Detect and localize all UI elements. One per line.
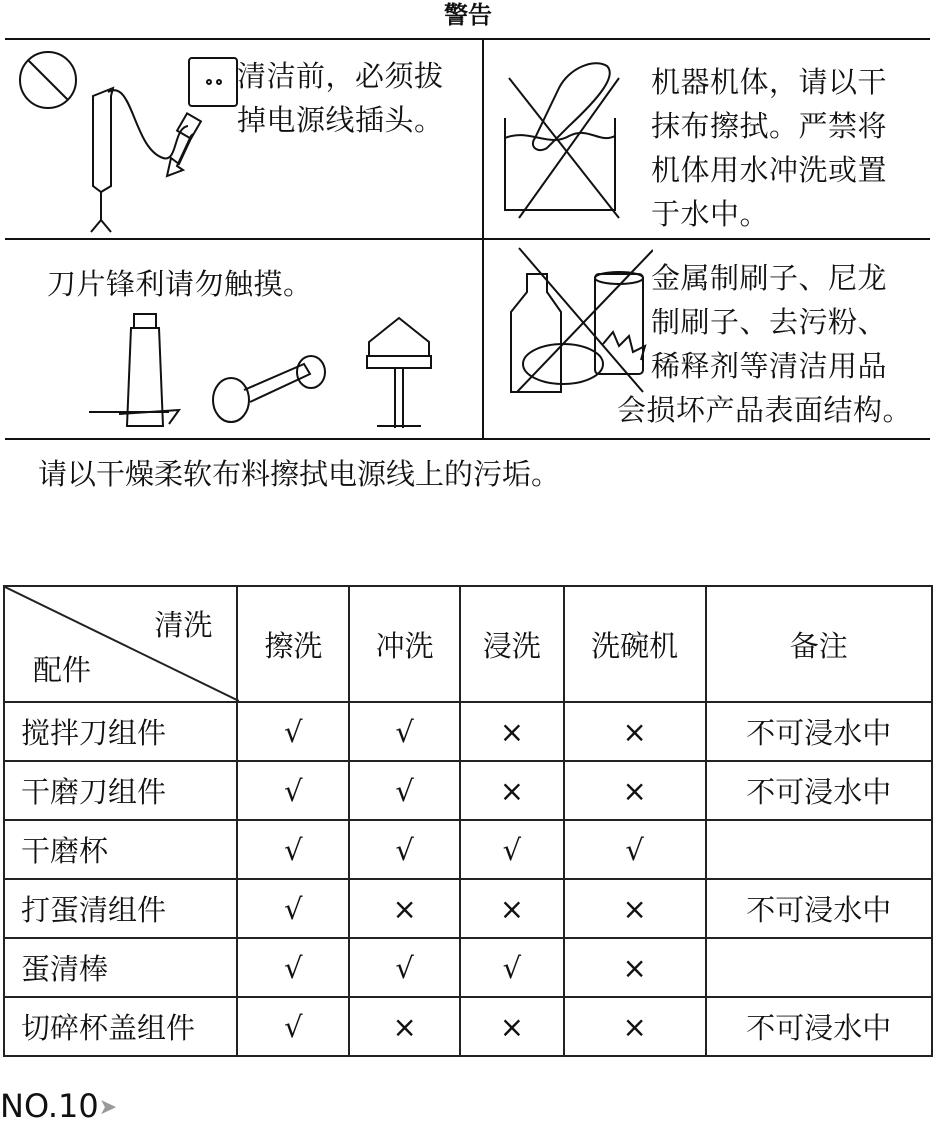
part-name-cell: 切碎杯盖组件: [4, 997, 237, 1056]
mark-cell: √: [460, 938, 564, 997]
warning-no-water-line4: 于水中。: [651, 197, 770, 231]
unplug-illustration: [13, 48, 243, 238]
warning-no-water-line1: 机器机体，请以干: [651, 65, 888, 99]
remark-cell: 不可浸水中: [706, 997, 933, 1056]
header-cell: 备注: [706, 586, 933, 702]
table-row: [4, 938, 932, 997]
part-name-cell: 搅拌刀组件: [4, 702, 237, 761]
warning-cleaners-line1: 金属制刷子、尼龙: [651, 261, 888, 295]
mark-cell: ×: [349, 997, 460, 1056]
mark-cell: √: [460, 820, 564, 879]
warning-grid: [5, 38, 930, 440]
mark-cell: ×: [460, 997, 564, 1056]
warning-no-water-text: [651, 60, 887, 236]
mark-cell: √: [349, 702, 460, 761]
remark-cell: [706, 938, 933, 997]
warning-no-water-line3: 机体用水冲洗或置: [651, 153, 888, 187]
remark-cell: 不可浸水中: [706, 761, 933, 820]
corner-label-bottom: 配件: [33, 653, 92, 687]
mark-cell: ×: [564, 761, 706, 820]
table-row: [4, 997, 932, 1056]
cord-cleaning-note: 请以干燥柔软布料擦拭电源线上的污垢。: [38, 457, 561, 491]
header-cell: 浸洗: [460, 586, 564, 702]
warning-cleaners-line3: 稀释剂等清洁用品: [651, 349, 888, 383]
page-number-text: NO.10: [0, 1087, 99, 1125]
mark-cell: ×: [564, 938, 706, 997]
page-number: [0, 1086, 117, 1128]
mark-cell: ×: [460, 761, 564, 820]
header-cell: 冲洗: [349, 586, 460, 702]
warning-no-water-line2: 抹布擦拭。严禁将: [651, 109, 888, 143]
mark-cell: √: [237, 997, 349, 1056]
table-corner-cell: [4, 586, 237, 702]
warning-cleaners-line2: 制刷子、去污粉、: [651, 305, 888, 339]
mark-cell: ×: [564, 997, 706, 1056]
warning-unplug-line1: 清洁前，必须拔: [237, 59, 444, 93]
remark-cell: [706, 820, 933, 879]
mark-cell: √: [349, 938, 460, 997]
warning-unplug-line2: 掉电源线插头。: [237, 103, 444, 137]
corner-label-top: 清洗: [154, 608, 213, 642]
mark-cell: ×: [349, 879, 460, 938]
mark-cell: √: [237, 820, 349, 879]
header-cell: 洗碗机: [564, 586, 706, 702]
mark-cell: √: [349, 761, 460, 820]
mark-cell: ×: [460, 702, 564, 761]
mark-cell: ×: [564, 702, 706, 761]
warning-cleaners-text: [617, 256, 913, 432]
warning-cleaners-line4: 会损坏产品表面结构。: [617, 393, 913, 427]
table-row: [4, 879, 932, 938]
mark-cell: √: [564, 820, 706, 879]
mark-cell: √: [237, 761, 349, 820]
mark-cell: √: [349, 820, 460, 879]
mark-cell: ×: [564, 879, 706, 938]
cleaning-table: [3, 585, 933, 1057]
remark-cell: 不可浸水中: [706, 879, 933, 938]
part-name-cell: 蛋清棒: [4, 938, 237, 997]
no-cleaners-illustration: [503, 244, 653, 394]
part-name-cell: 干磨杯: [4, 820, 237, 879]
table-row: [4, 761, 932, 820]
table-header-row: [4, 586, 932, 702]
header-cell: 擦洗: [237, 586, 349, 702]
blade-parts-illustration: [89, 302, 449, 432]
mark-cell: √: [237, 938, 349, 997]
warning-blade-text: [47, 262, 313, 306]
remark-cell: 不可浸水中: [706, 702, 933, 761]
table-row: [4, 820, 932, 879]
table-row: [4, 702, 932, 761]
mark-cell: √: [237, 702, 349, 761]
page-arrow-icon: ➤: [98, 1095, 118, 1120]
part-name-cell: 打蛋清组件: [4, 879, 237, 938]
warning-blade-line1: 刀片锋利请勿触摸。: [47, 267, 313, 301]
part-name-cell: 干磨刀组件: [4, 761, 237, 820]
mark-cell: √: [237, 879, 349, 938]
warning-unplug-text: [237, 54, 444, 142]
page-title: 警告: [444, 1, 492, 29]
no-water-illustration: [499, 58, 639, 223]
grid-divider-horizontal: [5, 238, 930, 240]
mark-cell: ×: [460, 879, 564, 938]
